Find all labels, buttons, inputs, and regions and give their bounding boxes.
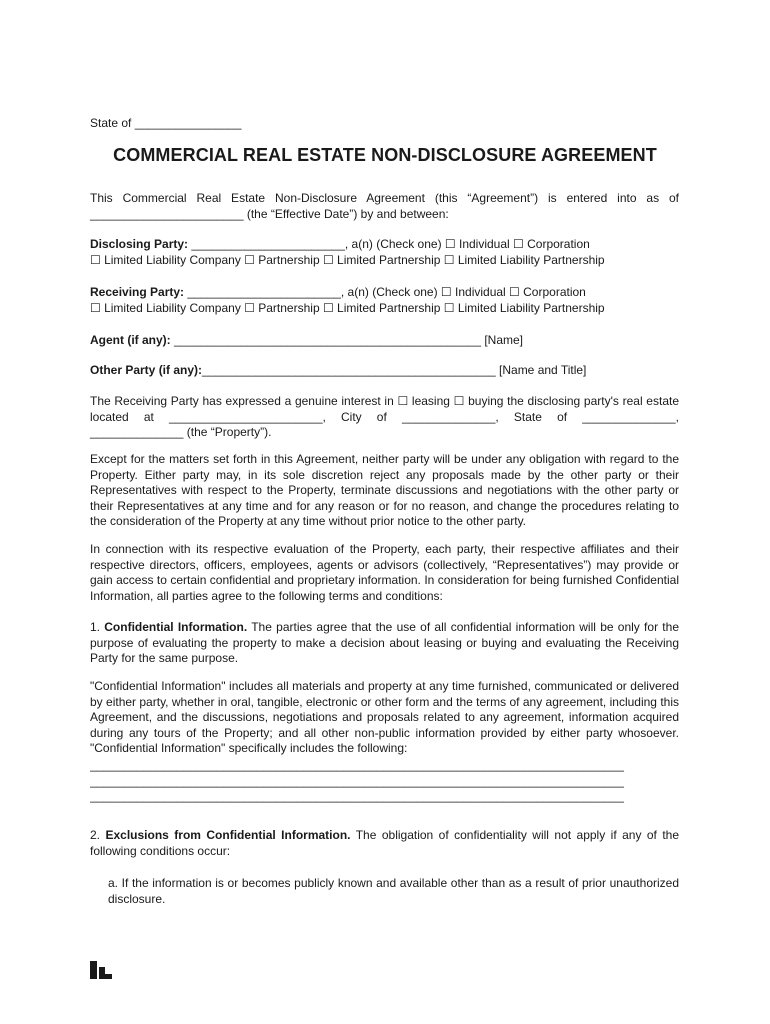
section-1-heading: Confidential Information.	[104, 620, 248, 634]
receiving-party-line2: ☐ Limited Liability Company ☐ Partnership ☐ Limited Partnership ☐ Limited Liability Partnership	[90, 300, 605, 315]
agent-line	[90, 333, 679, 349]
receiving-party-label: Receiving Party:	[90, 285, 185, 299]
disclosing-party-block	[90, 237, 679, 268]
section-1-number: 1.	[90, 620, 105, 634]
definition-paragraph	[90, 679, 679, 805]
definition-blank-line-1: ________________________________________________________________________________	[90, 757, 624, 772]
exclusion-item-a: a. If the information is or becomes publicly known and available other than as a result of prior unauthorized disclosure.	[108, 876, 679, 906]
connection-paragraph: In connection with its respective evaluation of the Property, each party, their respective affiliates and their respective directors, officers, employees, agents or advisors (collectively, “Representatives”) may provide or gain access to certain confidential and proprietary information. In consideration for being furnished Confidential Information, all parties agree to the following terms and conditions:	[90, 542, 679, 603]
other-party-blank: ____________________________________________ [Name and Title]	[202, 363, 587, 377]
receiving-party-line1: _______________________, a(n) (Check one) ☐ Individual ☐ Corporation	[184, 285, 586, 299]
agent-blank: ______________________________________________ [Name]	[170, 333, 524, 347]
definition-text: "Confidential Information" includes all materials and property at any time furnished, communicated or delivered by either party, whether in oral, tangible, electronic or other form and the terms of any agreement, including this Agreement, and the discussions, negotiations and proposals related to any agreement, information acquired during any tours of the Property; and all other non-public information provided by either party whosoever. "Confidential Information" specifically includes the following:	[90, 679, 679, 756]
disclosing-party-label: Disclosing Party:	[90, 237, 189, 251]
section-2-text: The obligation of confidentiality will not apply if any of the following conditions occur:	[90, 828, 680, 858]
section-2-paragraph	[90, 828, 679, 859]
except-paragraph: Except for the matters set forth in this Agreement, neither party will be under any obligation with regard to the Property. Either party may, in its sole discretion reject any proposals made by the other party or their Representatives with respect to the Property, terminate discussions and negotiations with the other party or their Representatives at any time and for any reason or for no reason, and change the procedures relating to the consideration of the Property at any time without prior notice to the other party.	[90, 452, 679, 529]
document-title: COMMERCIAL REAL ESTATE NON-DISCLOSURE AGREEMENT	[113, 145, 657, 165]
section-1-text: The parties agree that the use of all confidential information will be only for the purpose of evaluating the property to make a decision about leasing or buying and evaluating the Receiving Party for the same purpose.	[90, 620, 679, 666]
other-party-label: Other Party (if any):	[90, 363, 203, 377]
definition-blank-line-3: ________________________________________________________________________________	[90, 789, 624, 804]
receiving-party-block	[90, 285, 679, 316]
property-paragraph: The Receiving Party has expressed a genuine interest in ☐ leasing ☐ buying the disclosing party's real estate located at _______________________, City of ______________, State of ______________, ______________ (the “Property”).	[90, 394, 679, 440]
disclosing-party-line2: ☐ Limited Liability Company ☐ Partnership ☐ Limited Partnership ☐ Limited Liability Partnership	[90, 252, 605, 267]
disclosing-party-line1: _______________________, a(n) (Check one) ☐ Individual ☐ Corporation	[188, 237, 590, 251]
section-2-heading: Exclusions from Confidential Information.	[105, 828, 351, 842]
section-2-number: 2.	[90, 828, 106, 842]
other-party-line	[90, 363, 679, 379]
state-line: State of ________________	[90, 116, 242, 130]
definition-blank-line-2: ________________________________________________________________________________	[90, 773, 624, 788]
section-1-paragraph	[90, 620, 679, 667]
brand-logo-icon	[90, 961, 112, 979]
agent-label: Agent (if any):	[90, 333, 171, 347]
intro-paragraph: This Commercial Real Estate Non-Disclosure Agreement (this “Agreement”) is entered into as of _______________________ (the “Effective Date”) by and between:	[90, 191, 679, 221]
